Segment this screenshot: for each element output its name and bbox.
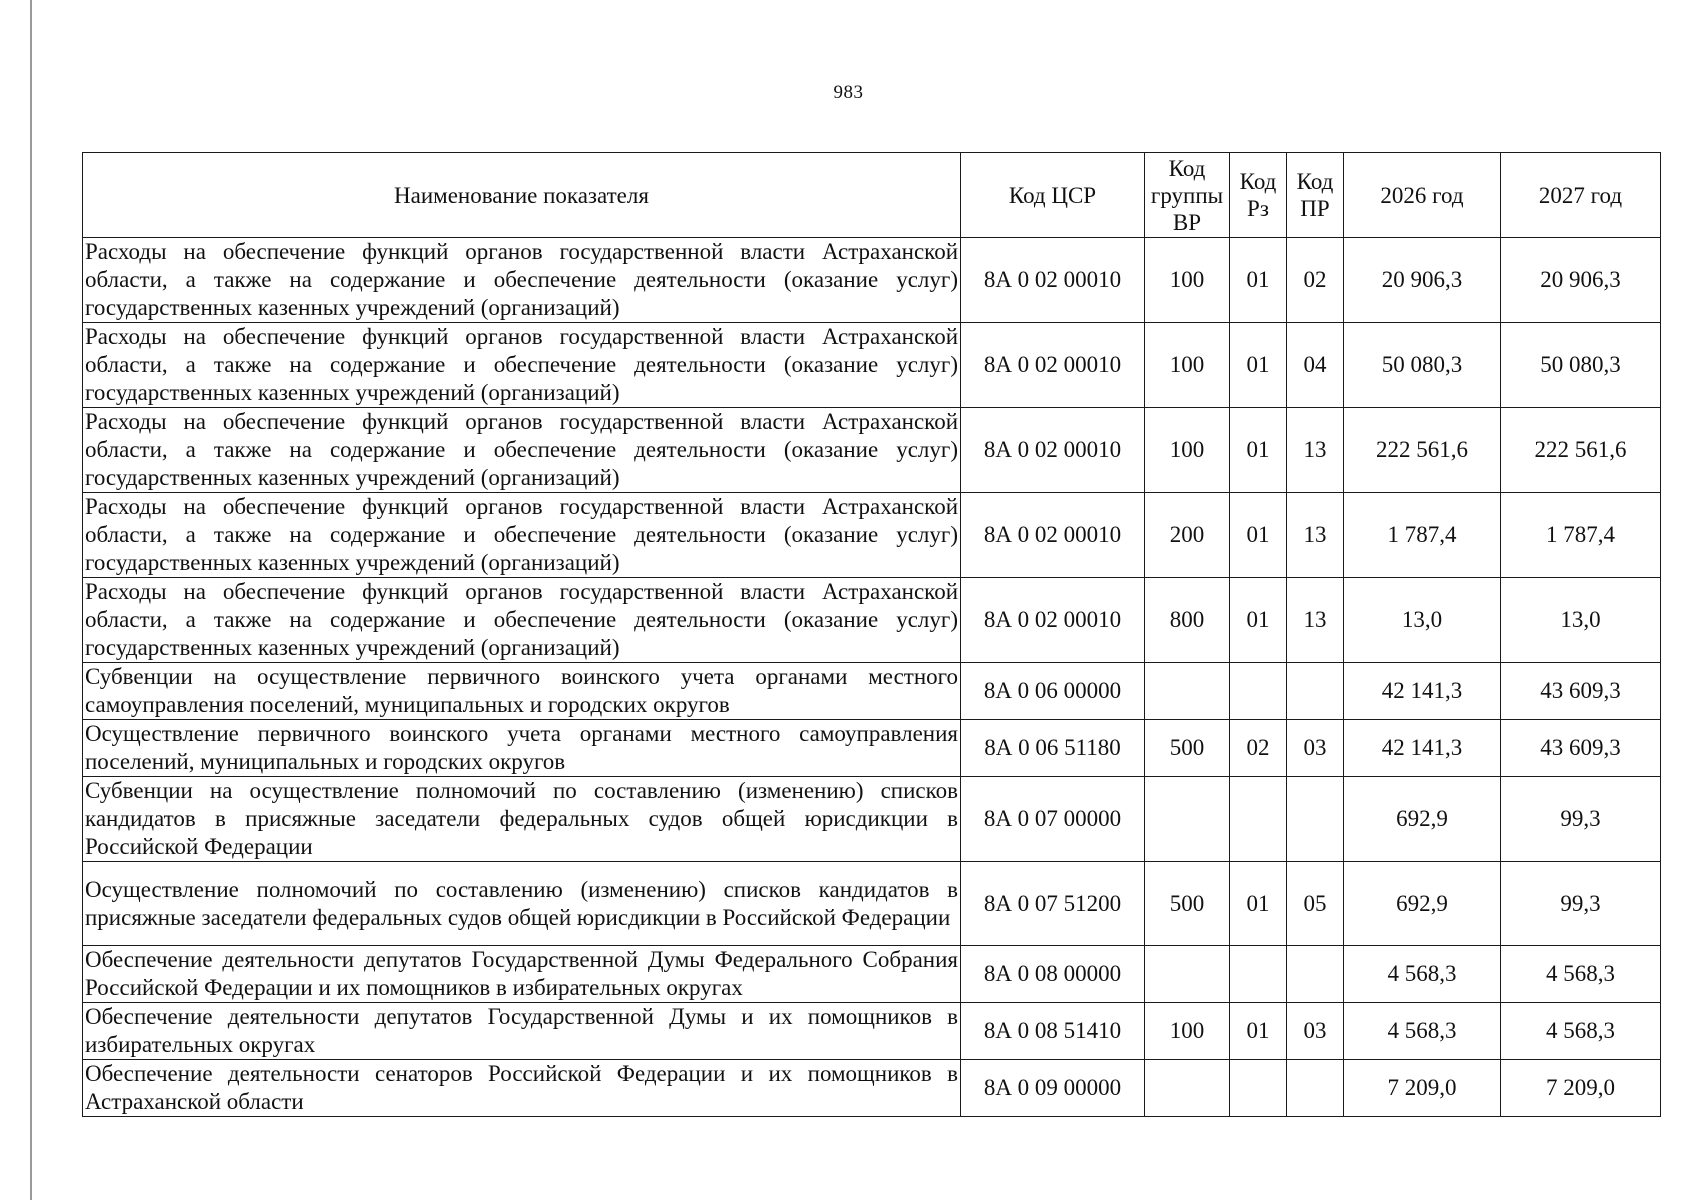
row-2026: 692,9 [1344,862,1501,946]
table-row [83,1003,1661,1060]
row-vr [1145,1060,1230,1117]
header-2026: 2026 год [1344,153,1501,238]
table-row [83,946,1661,1003]
header-name: Наименование показателя [83,153,961,238]
row-vr: 500 [1145,862,1230,946]
header-rz: Код Рз [1230,153,1287,238]
row-csr: 8А 0 02 00010 [961,408,1145,493]
page-number: 983 [833,82,864,103]
row-vr: 100 [1145,323,1230,408]
row-vr: 100 [1145,238,1230,323]
table-row [83,777,1661,862]
row-csr: 8А 0 06 00000 [961,663,1145,720]
row-vr [1145,777,1230,862]
row-2026: 20 906,3 [1344,238,1501,323]
row-rz [1230,777,1287,862]
row-csr: 8А 0 09 00000 [961,1060,1145,1117]
row-name: Осуществление полномочий по составлению (изменению) списков кандидатов в присяжные заседатели федеральных судов общей юрисдикции в Российской Федерации [83,862,961,946]
row-2027: 99,3 [1501,862,1661,946]
row-csr: 8А 0 07 51200 [961,862,1145,946]
row-2027: 7 209,0 [1501,1060,1661,1117]
row-name: Осуществление первичного воинского учета органами местного самоуправления поселений, муниципальных и городских округов [83,720,961,777]
page-binding-edge [30,0,32,1200]
row-csr: 8А 0 02 00010 [961,323,1145,408]
row-vr: 800 [1145,578,1230,663]
row-2027: 4 568,3 [1501,946,1661,1003]
budget-table [82,152,1661,1117]
row-2026: 7 209,0 [1344,1060,1501,1117]
row-2027: 50 080,3 [1501,323,1661,408]
row-pr: 03 [1287,720,1344,777]
header-pr: Код ПР [1287,153,1344,238]
table-row [83,493,1661,578]
row-name: Обеспечение деятельности депутатов Государственной Думы Федерального Собрания Российской Федерации и их помощников в избирательных округах [83,946,961,1003]
row-rz: 01 [1230,408,1287,493]
row-name: Субвенции на осуществление первичного воинского учета органами местного самоуправления поселений, муниципальных и городских округов [83,663,961,720]
row-name: Расходы на обеспечение функций органов государственной власти Астраханской области, а также на содержание и обеспечение деятельности (оказание услуг) государственных казенных учреждений (организаций) [83,323,961,408]
row-rz: 01 [1230,493,1287,578]
row-rz [1230,1060,1287,1117]
row-csr: 8А 0 02 00010 [961,238,1145,323]
header-vr: Код группы ВР [1145,153,1230,238]
row-rz: 01 [1230,323,1287,408]
table-row [83,578,1661,663]
row-name: Расходы на обеспечение функций органов государственной власти Астраханской области, а также на содержание и обеспечение деятельности (оказание услуг) государственных казенных учреждений (организаций) [83,493,961,578]
row-rz: 01 [1230,1003,1287,1060]
table-row [83,1060,1661,1117]
row-csr: 8А 0 06 51180 [961,720,1145,777]
row-2026: 42 141,3 [1344,720,1501,777]
row-name: Обеспечение деятельности сенаторов Российской Федерации и их помощников в Астраханской области [83,1060,961,1117]
row-name: Расходы на обеспечение функций органов государственной власти Астраханской области, а также на содержание и обеспечение деятельности (оказание услуг) государственных казенных учреждений (организаций) [83,408,961,493]
row-pr: 03 [1287,1003,1344,1060]
row-2027: 43 609,3 [1501,663,1661,720]
row-2026: 13,0 [1344,578,1501,663]
table-row [83,238,1661,323]
row-2027: 43 609,3 [1501,720,1661,777]
row-2027: 20 906,3 [1501,238,1661,323]
row-rz [1230,663,1287,720]
row-pr [1287,663,1344,720]
row-2027: 4 568,3 [1501,1003,1661,1060]
row-csr: 8А 0 07 00000 [961,777,1145,862]
row-name: Расходы на обеспечение функций органов государственной власти Астраханской области, а также на содержание и обеспечение деятельности (оказание услуг) государственных казенных учреждений (организаций) [83,238,961,323]
table-row [83,408,1661,493]
row-rz [1230,946,1287,1003]
row-vr: 500 [1145,720,1230,777]
row-2026: 42 141,3 [1344,663,1501,720]
row-2027: 13,0 [1501,578,1661,663]
row-rz: 01 [1230,238,1287,323]
row-2026: 4 568,3 [1344,1003,1501,1060]
row-2026: 692,9 [1344,777,1501,862]
row-csr: 8А 0 02 00010 [961,578,1145,663]
row-name: Расходы на обеспечение функций органов государственной власти Астраханской области, а также на содержание и обеспечение деятельности (оказание услуг) государственных казенных учреждений (организаций) [83,578,961,663]
row-2026: 222 561,6 [1344,408,1501,493]
row-rz: 01 [1230,862,1287,946]
row-pr: 02 [1287,238,1344,323]
row-vr [1145,663,1230,720]
row-pr: 13 [1287,578,1344,663]
row-csr: 8А 0 08 51410 [961,1003,1145,1060]
row-pr: 13 [1287,408,1344,493]
row-2026: 50 080,3 [1344,323,1501,408]
row-2027: 99,3 [1501,777,1661,862]
row-csr: 8А 0 02 00010 [961,493,1145,578]
row-2026: 1 787,4 [1344,493,1501,578]
row-pr [1287,1060,1344,1117]
row-pr [1287,777,1344,862]
table-row [83,663,1661,720]
row-vr: 200 [1145,493,1230,578]
row-2027: 222 561,6 [1501,408,1661,493]
row-csr: 8А 0 08 00000 [961,946,1145,1003]
row-2027: 1 787,4 [1501,493,1661,578]
table-row [83,862,1661,946]
table-row [83,720,1661,777]
row-vr: 100 [1145,408,1230,493]
row-rz: 02 [1230,720,1287,777]
row-vr: 100 [1145,1003,1230,1060]
row-pr: 13 [1287,493,1344,578]
row-pr: 05 [1287,862,1344,946]
table-row [83,323,1661,408]
header-2027: 2027 год [1501,153,1661,238]
row-pr [1287,946,1344,1003]
row-rz: 01 [1230,578,1287,663]
row-name: Субвенции на осуществление полномочий по составлению (изменению) списков кандидатов в присяжные заседатели федеральных судов общей юрисдикции в Российской Федерации [83,777,961,862]
row-2026: 4 568,3 [1344,946,1501,1003]
header-csr: Код ЦСР [961,153,1145,238]
table-header-row [83,153,1661,238]
row-pr: 04 [1287,323,1344,408]
row-name: Обеспечение деятельности депутатов Государственной Думы и их помощников в избирательных округах [83,1003,961,1060]
row-vr [1145,946,1230,1003]
